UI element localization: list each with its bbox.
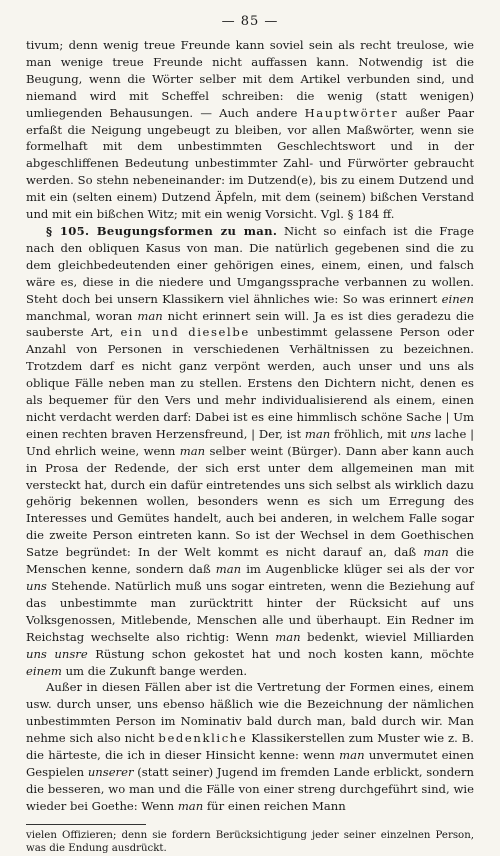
spaced-emphasis: ein und dieselbe bbox=[120, 325, 250, 340]
emphasized-word: man bbox=[304, 426, 331, 441]
emphasized-word: uns bbox=[26, 579, 47, 593]
text-run: Nicht so einfach ist die Frage nach den obliquen Kasus von man. Die natürlich gegebenen sind die zu dem gleichbedeutenden einer gehörigen eines, einem, einen, und falsch wäre es, diese in die niedere und Umgangssprache verbannen zu wollen. Steht doch bei unsern Klassikern viel ähnliches wie: So was erinnert bbox=[26, 223, 474, 306]
text-run: manchmal, woran bbox=[26, 308, 138, 323]
text-run: außer Paar erfaßt die Neigung ungebeugt zu bleiben, vor allen Maßwörter, wenn sie formelhaft mit dem unbestimmten Geschlechtswort und in der abgeschliffenen Bedeutung unbestimmter Zahl- und Fürwörter gebraucht werden. So stehn nebeneinander: im Dutzend(e), bis zu einem Dutzend und mit ein (selten einem) Dutzend Äpfeln, mit dem (seinem) bißchen Verstand und mit ein bißchen Witz; mit ein wenig Vorsicht. Vgl. § 184 ff. bbox=[26, 105, 474, 222]
emphasized-word: uns bbox=[410, 426, 432, 441]
text-run: tivum; denn wenig treue Freunde kann soviel sein als recht treulose, wie man wenige treue Freunde nicht auffassen kann. Notwendig ist die Beugung, wenn die Wörter selber mit dem Artikel verbunden sind, und niemand wird mit Scheffel schreiben: die wenig (statt wenigen) umliegenden Behausungen. — Auch andere bbox=[26, 38, 474, 120]
text-run: bedenkt, wieviel Milliarden bbox=[300, 629, 474, 644]
emphasized-word: man bbox=[275, 629, 301, 644]
text-run: im Augenblicke klüger sei als der vor bbox=[241, 562, 474, 577]
emphasized-word: man bbox=[137, 308, 163, 323]
text-run: nicht erinnert sein will. Ja es ist dies geradezu die sauberste Art, bbox=[26, 308, 475, 340]
emphasized-word: uns unsre bbox=[26, 646, 88, 661]
text-run: unvermutet einen Gespielen bbox=[26, 748, 474, 779]
footnote-divider bbox=[26, 824, 146, 825]
emphasized-word: einen bbox=[441, 291, 474, 306]
section-heading: § 105. Beugungsformen zu man. bbox=[46, 223, 278, 238]
text-run: lache | Und ehrlich weine, wenn bbox=[26, 426, 474, 458]
text-run: Rüstung schon gekostet hat und noch kosten kann, möchte bbox=[87, 646, 474, 661]
text-run: selber weint (Bürger). Dann aber kann auch in Prosa der Redende, der sich erst unter dem allgemeinen man mit versteckt hat, durch ein dafür eintretendes uns sich selbst als wirklich dazu gehörig bekennen wollen, besonders wenn es sich um Erregung des Interesses und Gemütes handelt, auch bei anderen, in welchem Falle sogar die zweite Person eintreten kann. So ist der Wechsel in dem Goethischen Satze begründet: In der Welt kommt es nicht darauf an, daß bbox=[26, 443, 474, 560]
text-run: unbestimmt gelassene Person oder Anzahl von Personen in verschiedenen Verhältnissen zu bezeichnen. Trotzdem darf es nicht ganz verpönt werden, auch unser und uns als oblique Fälle neben man zu stellen. Erstens den Dichtern nicht, denen es als bequemer für den Vers und mehr individualisierend als einem, einen nicht verdacht werden darf: Dabei ist es eine himmlisch schöne Sache | Um einen rechten braven Herzensfreund, | Der, ist bbox=[26, 325, 474, 441]
paragraph-3 bbox=[26, 679, 474, 814]
text-run: Außer in diesen Fällen aber ist die Vertretung der Formen eines, einem usw. durch unser, uns ebenso häßlich wie die Bezeichnung der nämlichen unbestimmten Person im Nominativ bald durch man, bald durch wir. Man nehme sich also nicht bbox=[26, 680, 474, 746]
paragraph-2-section-105 bbox=[26, 223, 474, 679]
emphasized-word: man bbox=[339, 748, 365, 763]
emphasized-word: unserer bbox=[87, 764, 134, 779]
text-run: (statt seiner) Jugend im fremden Lande erblickt, sondern die besseren, wo man und die Fälle von einer streng durchgeführt sind, wie wieder bei Goethe: Wenn bbox=[26, 764, 474, 813]
text-run: fröhlich, mit bbox=[330, 426, 411, 441]
emphasized-word: man bbox=[423, 545, 449, 560]
body-text bbox=[26, 37, 474, 815]
emphasized-word: einem bbox=[26, 663, 62, 678]
footnote: vielen Offizieren; denn sie fordern Berücksichtigung jeder seiner einzelnen Person, was die Endung ausdrückt. bbox=[26, 829, 474, 855]
text-run: für einen reichen Mann bbox=[203, 798, 346, 813]
page-number: — 85 — bbox=[221, 14, 279, 29]
spaced-emphasis: Hauptwörter bbox=[304, 105, 399, 120]
text-run: Klassikerstellen zum Muster wie z. B. die härteste, die ich in dieser Hinsicht kenne: wenn bbox=[26, 731, 474, 763]
paragraph-1 bbox=[26, 37, 474, 223]
emphasized-word: man bbox=[179, 443, 206, 458]
emphasized-word: man bbox=[215, 562, 242, 577]
text-run: um die Zukunft bange werden. bbox=[61, 663, 248, 678]
emphasized-word: man bbox=[177, 798, 204, 813]
text-run: die Menschen kenne, sondern daß bbox=[26, 545, 474, 577]
text-run: Stehende. Natürlich muß uns sogar eintreten, wenn die Beziehung auf das unbestimmte man zurücktritt hinter der Rücksicht auf uns Volksgenossen, Mitlebende, Menschen alle und überhaupt. Ein Redner im Reichstag wechselte also richtig: Wenn bbox=[26, 579, 474, 644]
spaced-emphasis: bedenkliche bbox=[158, 731, 248, 746]
